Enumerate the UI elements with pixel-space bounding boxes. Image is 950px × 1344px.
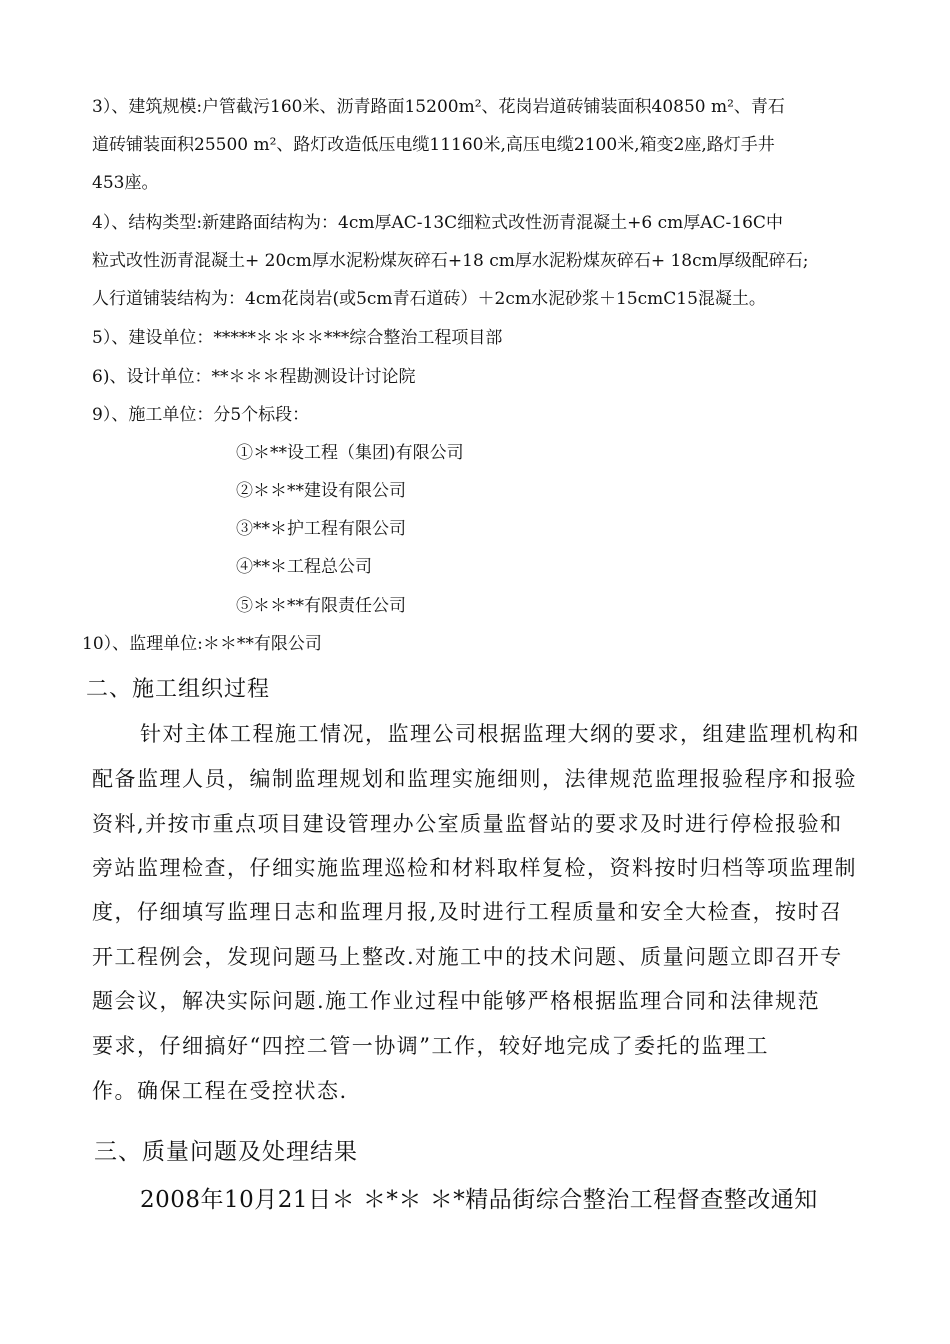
scale-line-2: 道砖铺装面积25500 m²、路灯改造低压电缆11160米,高压电缆2100米,箱变2座,路灯手井 bbox=[92, 135, 775, 155]
structure-line-3: 人行道铺装结构为：4cm花岗岩(或5cm青石道砖）＋2cm水泥砂浆＋15cmC15混凝土。 bbox=[92, 289, 766, 309]
notice-line: 2008年10月21日＊ ＊*＊ ＊*精品街综合整治工程督查整改通知 bbox=[140, 1187, 818, 1213]
contractor-heading-line: 9）、施工单位：分5个标段： bbox=[92, 405, 310, 425]
scale-line-1: 3）、建筑规模:户管截污160米、沥青路面15200m²、花岗岩道砖铺装面积40850 m²、青石 bbox=[92, 97, 785, 117]
paragraph-line-1: 针对主体工程施工情况，监理公司根据监理大纲的要求，组建监理机构和 bbox=[140, 722, 860, 746]
contractor-item-4: ④**＊工程总公司 bbox=[236, 557, 372, 577]
section-heading-quality: 三、质量问题及处理结果 bbox=[94, 1139, 358, 1165]
paragraph-line-4: 旁站监理检查，仔细实施监理巡检和材料取样复检，资料按时归档等项监理制 bbox=[92, 856, 857, 880]
designer-line: 6)、设计单位：**＊＊＊程勘测设计讨论院 bbox=[92, 367, 416, 387]
scale-line-3: 453座。 bbox=[92, 173, 159, 193]
section-heading-organization: 二、施工组织过程 bbox=[86, 677, 271, 702]
supervisor-line: 10）、监理单位:＊＊**有限公司 bbox=[82, 634, 322, 654]
owner-line: 5）、建设单位：*****＊＊＊＊***综合整治工程项目部 bbox=[92, 328, 503, 348]
paragraph-line-2: 配备监理人员，编制监理规划和监理实施细则，法律规范监理报验程序和报验 bbox=[92, 767, 857, 791]
contractor-item-5: ⑤＊＊**有限责任公司 bbox=[236, 596, 406, 616]
paragraph-line-6: 开工程例会，发现问题马上整改.对施工中的技术问题、质量问题立即召开专 bbox=[92, 945, 843, 969]
structure-line-2: 粒式改性沥青混凝土+ 20cm厚水泥粉煤灰碎石+18 cm厚水泥粉煤灰碎石+ 18cm厚级配碎石; bbox=[92, 251, 809, 271]
paragraph-line-3: 资料,并按市重点项目建设管理办公室质量监督站的要求及时进行停检报验和 bbox=[92, 812, 843, 836]
contractor-item-3: ③**＊护工程有限公司 bbox=[236, 519, 406, 539]
contractor-item-2: ②＊＊**建设有限公司 bbox=[236, 481, 406, 501]
contractor-item-1: ①＊**设工程（集团)有限公司 bbox=[236, 443, 464, 463]
paragraph-line-8: 要求，仔细搞好“四控二管一协调”工作，较好地完成了委托的监理工 bbox=[92, 1034, 769, 1058]
paragraph-line-9: 作。确保工程在受控状态. bbox=[92, 1079, 348, 1103]
paragraph-line-5: 度，仔细填写监理日志和监理月报,及时进行工程质量和安全大检查，按时召 bbox=[92, 900, 843, 924]
paragraph-line-7: 题会议，解决实际问题.施工作业过程中能够严格根据监理合同和法律规范 bbox=[92, 989, 821, 1013]
structure-line-1: 4）、结构类型:新建路面结构为：4cm厚AC-13C细粒式改性沥青混凝土+6 cm厚AC-16C中 bbox=[92, 213, 783, 233]
